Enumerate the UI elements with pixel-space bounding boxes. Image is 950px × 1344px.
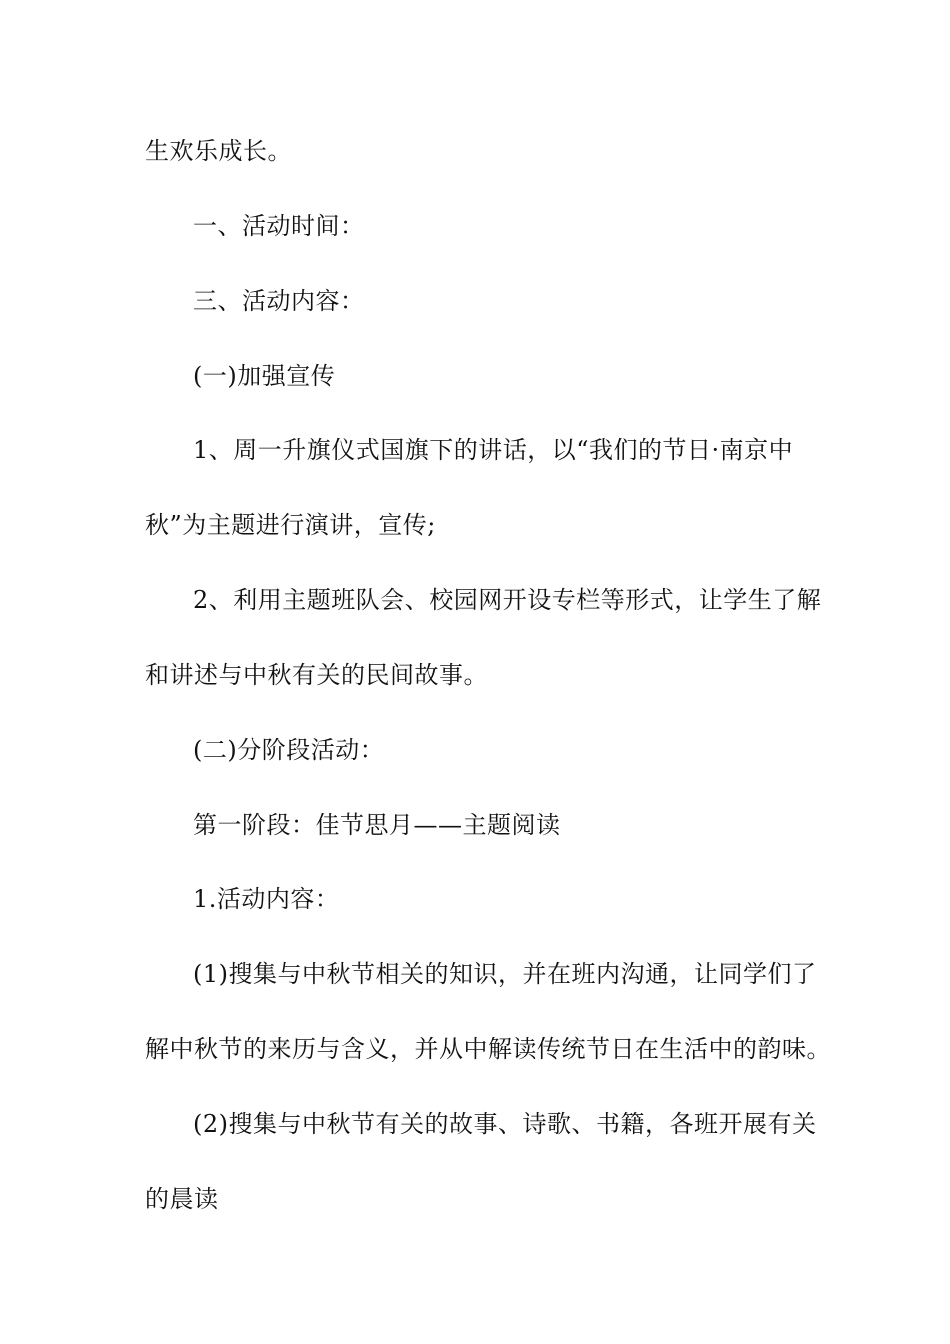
paragraph-line: 秋”为主题进行演讲，宣传; [145, 511, 436, 539]
paragraph-line: 的晨读 [145, 1185, 219, 1213]
paragraph-line: 和讲述与中秋有关的民间故事。 [145, 661, 488, 689]
stage-heading: 第一阶段：佳节思月——主题阅读 [193, 811, 561, 839]
subsection-heading-publicity: (一)加强宣传 [193, 362, 336, 390]
paragraph-line: 1、周一升旗仪式国旗下的讲话，以“我们的节日·南京中 [193, 436, 794, 464]
paragraph-line: 解中秋节的来历与含义，并从中解读传统节日在生活中的韵味。 [145, 1035, 831, 1063]
item-heading: 1.活动内容： [193, 885, 340, 913]
subsection-heading-stages: (二)分阶段活动： [193, 736, 385, 764]
paragraph-line: (2)搜集与中秋节有关的故事、诗歌、书籍，各班开展有关 [193, 1110, 817, 1138]
paragraph-line: 2、利用主题班队会、校园网开设专栏等形式，让学生了解 [193, 586, 822, 614]
paragraph-line: (1)搜集与中秋节相关的知识，并在班内沟通，让同学们了 [193, 960, 817, 988]
section-heading-time: 一、活动时间： [193, 212, 365, 240]
text-line: 生欢乐成长。 [145, 137, 292, 165]
section-heading-content: 三、活动内容： [193, 287, 365, 315]
